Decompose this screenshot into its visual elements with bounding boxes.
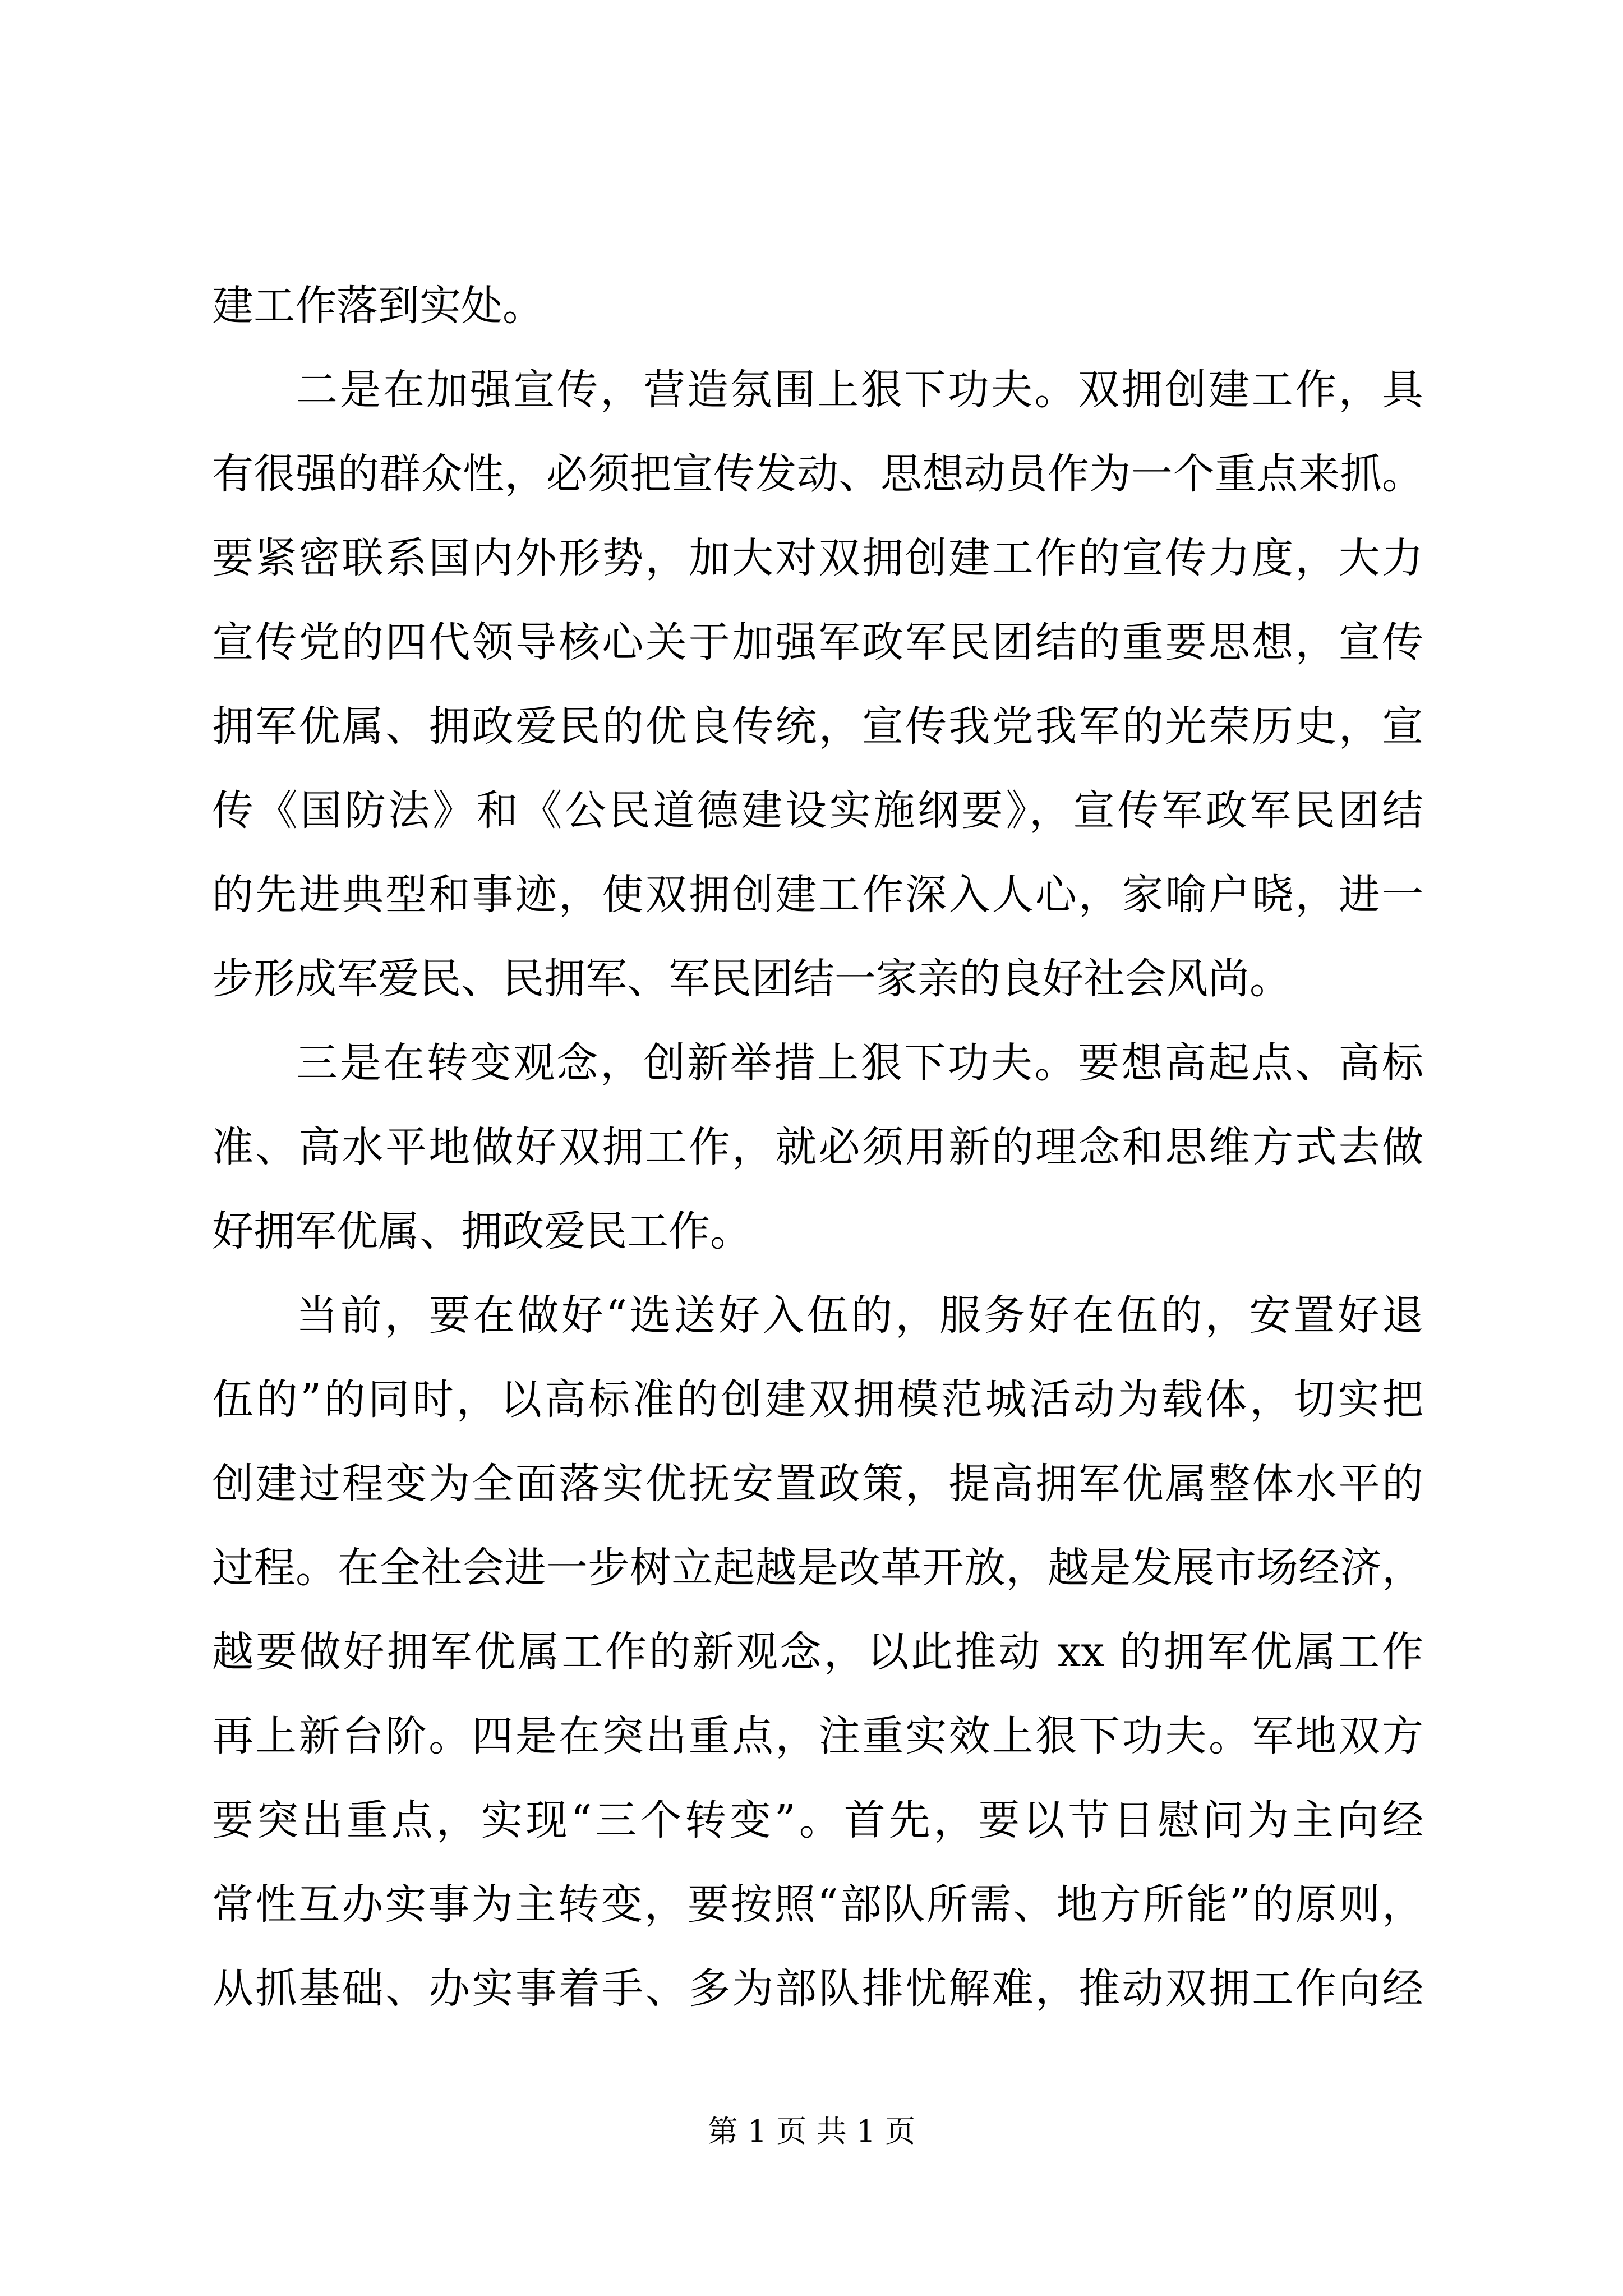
paragraph-line: 传《国防法》和《公民道德建设实施纲要》，宣传军政军民团结	[212, 786, 1423, 835]
paragraph-line: 过程。在全社会进一步树立起越是改革开放，越是发展市场经济，	[212, 1544, 1423, 1592]
paragraph-line: 创建过程变为全面落实优抚安置政策，提高拥军优属整体水平的	[212, 1460, 1423, 1508]
paragraph-line: 拥军优属、拥政爱民的优良传统，宣传我党我军的光荣历史，宣	[212, 702, 1423, 751]
paragraph-line: 要紧密联系国内外形势，加大对双拥创建工作的宣传力度，大力	[212, 534, 1423, 582]
paragraph-line: 从抓基础、办实事着手、多为部队排忧解难，推动双拥工作向经	[212, 1964, 1423, 2013]
paragraph-line: 的先进典型和事迹，使双拥创建工作深入人心，家喻户晓，进一	[212, 871, 1423, 919]
paragraph-line: 要突出重点，实现“三个转变”。首先，要以节日慰问为主向经	[212, 1796, 1423, 1844]
paragraph-line: 好拥军优属、拥政爱民工作。	[212, 1207, 751, 1255]
paragraph-line: 常性互办实事为主转变，要按照“部队所需、地方所能”的原则，	[212, 1880, 1423, 1929]
paragraph-line: 当前，要在做好“选送好入伍的，服务好在伍的，安置好退	[296, 1291, 1423, 1340]
paragraph-line: 三是在转变观念，创新举措上狠下功夫。要想高起点、高标	[296, 1039, 1423, 1087]
paragraph-line: 准、高水平地做好双拥工作，就必须用新的理念和思维方式去做	[212, 1123, 1423, 1171]
page-number-footer: 第 1 页 共 1 页	[707, 2114, 916, 2149]
paragraph-line: 有很强的群众性，必须把宣传发动、思想动员作为一个重点来抓。	[212, 450, 1423, 498]
paragraph-line: 二是在加强宣传，营造氛围上狠下功夫。双拥创建工作，具	[296, 366, 1423, 414]
paragraph-line: 再上新台阶。四是在突出重点，注重实效上狠下功夫。军地双方	[212, 1712, 1423, 1760]
paragraph-line: 越要做好拥军优属工作的新观念，以此推动 xx 的拥军优属工作	[212, 1628, 1423, 1676]
paragraph-line: 步形成军爱民、民拥军、军民团结一家亲的良好社会风尚。	[212, 955, 1291, 1003]
paragraph-line: 宣传党的四代领导核心关于加强军政军民团结的重要思想，宣传	[212, 618, 1423, 666]
paragraph-line: 建工作落到实处。	[212, 282, 544, 330]
paragraph-line: 伍的”的同时，以高标准的创建双拥模范城活动为载体，切实把	[212, 1375, 1423, 1424]
